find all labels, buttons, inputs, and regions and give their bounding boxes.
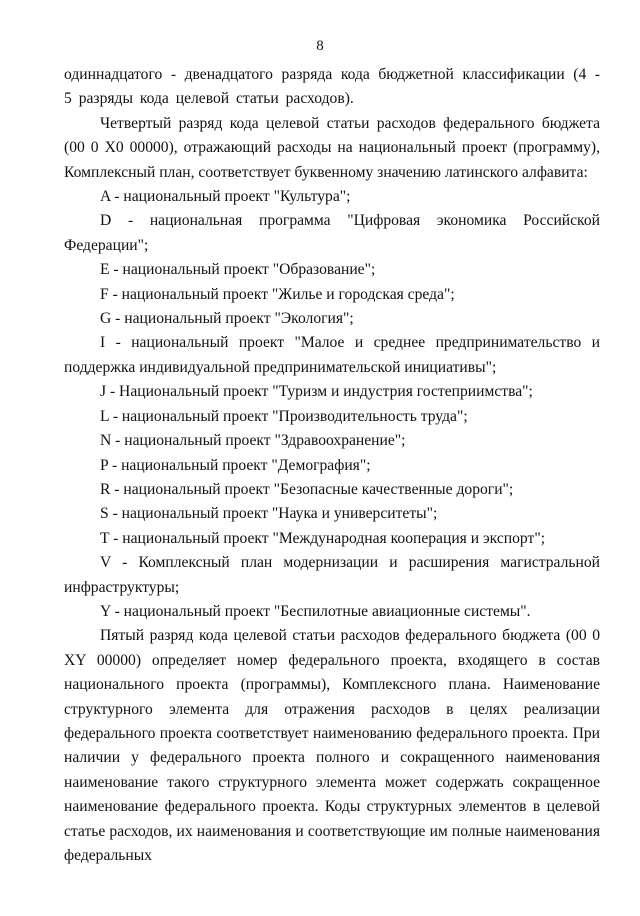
list-item-a: A - национальный проект "Культура"; [100, 188, 351, 206]
list-item-e: E - национальный проект "Образование"; [100, 261, 376, 279]
list-item-s: S - национальный проект "Наука и университеты"; [100, 505, 438, 523]
paragraph: одиннадцатого - двенадцатого разряда кода бюджетной классификации (4 - 5 разряды кода целевой статьи расходов). [64, 66, 600, 108]
document-body [64, 63, 600, 868]
list-item-p: P - национальный проект "Демография"; [100, 456, 371, 474]
paragraph: Пятый разряд кода целевой статьи расходов федерального бюджета (00 0 XY 00000) определяет номер федерального проекта, входящего в состав национального проекта (программы), Комплексного плана. Наименование структурного элемента для отражения расходов в целях реализации федерального проекта соответствует наименованию федерального проекта. При наличии у федерального проекта полного и сокращенного наименования наименование такого структурного элемента может содержать сокращенное наименование федерального проекта. Коды структурных элементов в целевой статье расходов, их наименования и соответствующие им полные наименования федеральных [64, 627, 600, 864]
list-item-y: Y - национальный проект "Беспилотные авиационные системы". [100, 602, 531, 620]
list-item-g: G - национальный проект "Экология"; [100, 310, 354, 328]
list-item-l: L - национальный проект "Производительность труда"; [100, 407, 468, 425]
list-item-j: J - Национальный проект "Туризм и индустрия гостеприимства"; [100, 383, 533, 401]
list-item-i: I - национальный проект "Малое и среднее предпринимательство и поддержка индивидуальной предпринимательской инициативы"; [64, 334, 600, 376]
list-item-r: R - национальный проект "Безопасные качественные дороги"; [100, 480, 514, 498]
paragraph: Четвертый разряд кода целевой статьи расходов федерального бюджета (00 0 X0 00000), отражающий расходы на национальный проект (программу), Комплексный план, соответствует буквенному значению латинского алфавита: [64, 114, 600, 181]
list-item-f: F - национальный проект "Жилье и городская среда"; [100, 285, 455, 303]
list-item-n: N - национальный проект "Здравоохранение"; [100, 432, 406, 450]
list-item-v: V - Комплексный план модернизации и расширения магистральной инфраструктуры; [64, 554, 600, 596]
list-item-d: D - национальная программа "Цифровая экономика Российской Федерации"; [64, 212, 600, 254]
page-number: 8 [316, 38, 324, 54]
list-item-t: T - национальный проект "Международная кооперация и экспорт"; [100, 529, 546, 547]
